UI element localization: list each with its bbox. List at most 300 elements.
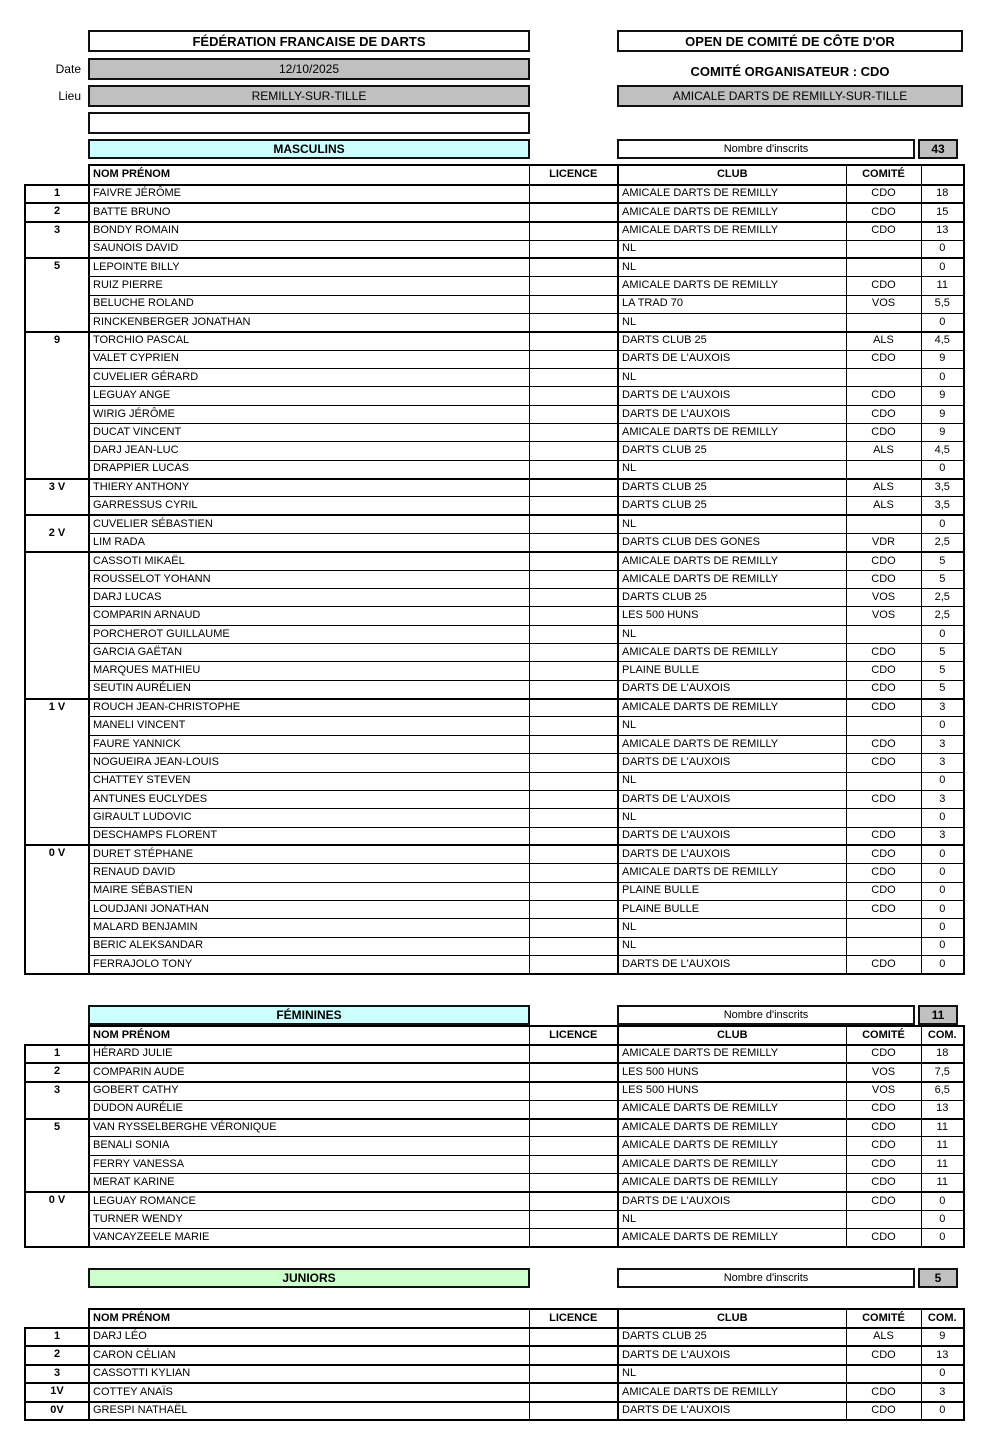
- name-header: NOM PRÉNOM: [89, 1309, 529, 1328]
- club-cell: NL: [618, 809, 846, 827]
- licence-cell: [529, 387, 618, 405]
- name-cell: LEGUAY ROMANCE: [89, 1192, 529, 1210]
- table-row: [25, 937, 964, 955]
- comite-cell: CDO: [846, 735, 921, 753]
- licence-cell: [529, 607, 618, 625]
- licence-cell: [529, 882, 618, 900]
- club-cell: NL: [618, 937, 846, 955]
- club-cell: DARTS DE L'AUXOIS: [618, 405, 846, 423]
- comite-header: COMITÉ: [846, 1309, 921, 1328]
- club-cell: NL: [618, 717, 846, 735]
- club-cell: PLAINE BULLE: [618, 662, 846, 680]
- rank-cell: 9: [25, 332, 89, 479]
- rank-cell: 0 V: [25, 1192, 89, 1247]
- comite-cell: CDO: [846, 1383, 921, 1401]
- licence-cell: [529, 1155, 618, 1173]
- com-cell: 0: [921, 460, 964, 478]
- licence-cell: [529, 937, 618, 955]
- comite-cell: CDO: [846, 1155, 921, 1173]
- club-cell: DARTS CLUB 25: [618, 497, 846, 515]
- club-header: CLUB: [618, 1026, 846, 1045]
- rank-header: [25, 165, 89, 185]
- licence-cell: [529, 1383, 618, 1401]
- name-cell: FAURE YANNICK: [89, 735, 529, 753]
- club-cell: DARTS DE L'AUXOIS: [618, 350, 846, 368]
- club-cell: AMICALE DARTS DE REMILLY: [618, 203, 846, 221]
- club-cell: AMICALE DARTS DE REMILLY: [618, 1174, 846, 1192]
- club-cell: AMICALE DARTS DE REMILLY: [618, 552, 846, 570]
- licence-cell: [529, 552, 618, 570]
- table-row: [25, 552, 964, 570]
- comite-cell: [846, 313, 921, 331]
- comite-cell: CDO: [846, 1402, 921, 1420]
- licence-cell: [529, 1100, 618, 1118]
- club-cell: DARTS CLUB 25: [618, 479, 846, 497]
- host-club-box: [617, 85, 963, 107]
- club-cell: DARTS CLUB 25: [618, 1328, 846, 1346]
- com-cell: 0: [921, 1402, 964, 1420]
- table-row: [25, 368, 964, 386]
- licence-cell: [529, 442, 618, 460]
- club-cell: DARTS DE L'AUXOIS: [618, 680, 846, 698]
- com-cell: 0: [921, 368, 964, 386]
- event-title: OPEN DE COMITÉ DE CÔTE D'OR: [685, 33, 895, 49]
- name-cell: GIRAULT LUDOVIC: [89, 809, 529, 827]
- com-cell: 5: [921, 570, 964, 588]
- club-cell: LES 500 HUNS: [618, 607, 846, 625]
- table-row: [25, 1082, 964, 1100]
- name-cell: ANTUNES EUCLYDES: [89, 790, 529, 808]
- rank-cell: 1: [25, 185, 89, 203]
- com-cell: 3: [921, 754, 964, 772]
- licence-cell: [529, 515, 618, 533]
- name-cell: BONDY ROMAIN: [89, 222, 529, 240]
- comite-header: COMITÉ: [846, 1026, 921, 1045]
- table-row: [25, 350, 964, 368]
- table-row: [25, 864, 964, 882]
- licence-cell: [529, 423, 618, 441]
- table-row: [25, 845, 964, 863]
- licence-cell: [529, 460, 618, 478]
- name-header: NOM PRÉNOM: [89, 165, 529, 185]
- comite-cell: CDO: [846, 405, 921, 423]
- comite-cell: CDO: [846, 222, 921, 240]
- com-cell: 11: [921, 277, 964, 295]
- club-cell: NL: [618, 240, 846, 258]
- name-cell: BELUCHE ROLAND: [89, 295, 529, 313]
- table-row: [25, 332, 964, 350]
- table-row: [25, 1211, 964, 1229]
- licence-cell: [529, 1063, 618, 1081]
- comite-cell: VDR: [846, 534, 921, 552]
- licence-cell: [529, 570, 618, 588]
- table-row: [25, 405, 964, 423]
- table-row: [25, 699, 964, 717]
- licence-header: LICENCE: [529, 165, 618, 185]
- comite-cell: ALS: [846, 497, 921, 515]
- club-cell: DARTS DE L'AUXOIS: [618, 387, 846, 405]
- com-cell: 0: [921, 240, 964, 258]
- club-cell: NL: [618, 772, 846, 790]
- comite-cell: CDO: [846, 790, 921, 808]
- com-cell: 0: [921, 955, 964, 973]
- table-row: [25, 203, 964, 221]
- rank-cell: 5: [25, 258, 89, 331]
- comite-cell: VOS: [846, 589, 921, 607]
- table-row: [25, 1328, 964, 1346]
- licence-cell: [529, 625, 618, 643]
- rank-cell: [25, 552, 89, 699]
- table-row: [25, 1365, 964, 1383]
- licence-cell: [529, 717, 618, 735]
- date-label: Date: [55, 62, 81, 76]
- comite-cell: ALS: [846, 479, 921, 497]
- event-title-box: [617, 30, 963, 52]
- com-cell: 18: [921, 185, 964, 203]
- comite-cell: VOS: [846, 1063, 921, 1081]
- table-row: [25, 827, 964, 845]
- club-cell: NL: [618, 515, 846, 533]
- comite-cell: ALS: [846, 1328, 921, 1346]
- club-cell: AMICALE DARTS DE REMILLY: [618, 735, 846, 753]
- comite-cell: VOS: [846, 607, 921, 625]
- comite-cell: ALS: [846, 442, 921, 460]
- table-row: [25, 1192, 964, 1210]
- club-cell: AMICALE DARTS DE REMILLY: [618, 185, 846, 203]
- com-cell: 5: [921, 680, 964, 698]
- header-row: [25, 1309, 964, 1328]
- comite-cell: [846, 240, 921, 258]
- club-cell: NL: [618, 460, 846, 478]
- licence-cell: [529, 955, 618, 973]
- rank-header: [25, 1026, 89, 1045]
- licence-cell: [529, 680, 618, 698]
- comite-cell: [846, 1365, 921, 1383]
- rank-cell: 5: [25, 1119, 89, 1193]
- name-cell: LIM RADA: [89, 534, 529, 552]
- name-cell: ROUSSELOT YOHANN: [89, 570, 529, 588]
- comite-cell: [846, 460, 921, 478]
- inscrits-label-masculins: Nombre d'inscrits: [617, 139, 915, 159]
- comite-cell: CDO: [846, 1346, 921, 1364]
- comite-cell: CDO: [846, 955, 921, 973]
- table-row: [25, 185, 964, 203]
- club-cell: DARTS CLUB 25: [618, 589, 846, 607]
- club-cell: DARTS DE L'AUXOIS: [618, 1346, 846, 1364]
- host-club: AMICALE DARTS DE REMILLY-SUR-TILLE: [672, 89, 908, 103]
- rank-cell: 2: [25, 203, 89, 221]
- club-cell: AMICALE DARTS DE REMILLY: [618, 222, 846, 240]
- name-cell: HÉRARD JULIE: [89, 1045, 529, 1063]
- table-row: [25, 222, 964, 240]
- name-cell: DARJ JEAN-LUC: [89, 442, 529, 460]
- comite-header: COMITÉ: [846, 165, 921, 185]
- rank-cell: 3: [25, 222, 89, 259]
- com-cell: 0: [921, 845, 964, 863]
- table-row: [25, 497, 964, 515]
- comite-cell: [846, 919, 921, 937]
- licence-cell: [529, 368, 618, 386]
- table-row: [25, 625, 964, 643]
- club-cell: AMICALE DARTS DE REMILLY: [618, 1119, 846, 1137]
- com-cell: 2,5: [921, 534, 964, 552]
- club-cell: DARTS DE L'AUXOIS: [618, 790, 846, 808]
- club-cell: AMICALE DARTS DE REMILLY: [618, 570, 846, 588]
- licence-header: LICENCE: [529, 1309, 618, 1328]
- club-cell: AMICALE DARTS DE REMILLY: [618, 277, 846, 295]
- comite-cell: ALS: [846, 332, 921, 350]
- com-cell: 5: [921, 662, 964, 680]
- table-row: [25, 607, 964, 625]
- table-row: [25, 240, 964, 258]
- name-cell: BATTE BRUNO: [89, 203, 529, 221]
- com-cell: 11: [921, 1119, 964, 1137]
- lieu-value: REMILLY-SUR-TILLE: [251, 89, 367, 103]
- club-cell: DARTS DE L'AUXOIS: [618, 955, 846, 973]
- licence-cell: [529, 1192, 618, 1210]
- date-value-box: [88, 58, 530, 80]
- comite-cell: CDO: [846, 185, 921, 203]
- comite-cell: CDO: [846, 1119, 921, 1137]
- comite-cell: CDO: [846, 1192, 921, 1210]
- section-title-juniors: JUNIORS: [88, 1268, 530, 1288]
- com-cell: 0: [921, 1192, 964, 1210]
- com-cell: 3,5: [921, 479, 964, 497]
- comite-cell: [846, 772, 921, 790]
- inscrits-count-masculins: 43: [918, 139, 958, 159]
- licence-cell: [529, 662, 618, 680]
- com-cell: 5: [921, 644, 964, 662]
- licence-cell: [529, 1229, 618, 1247]
- com-cell: 0: [921, 1365, 964, 1383]
- date-value: 12/10/2025: [278, 62, 340, 76]
- comite-cell: CDO: [846, 387, 921, 405]
- licence-cell: [529, 258, 618, 276]
- comite-cell: CDO: [846, 699, 921, 717]
- table-row: [25, 442, 964, 460]
- club-cell: DARTS CLUB 25: [618, 442, 846, 460]
- comite-cell: CDO: [846, 1137, 921, 1155]
- rank-cell: 2: [25, 1063, 89, 1081]
- name-cell: DUDON AURÉLIE: [89, 1100, 529, 1118]
- com-cell: 13: [921, 222, 964, 240]
- licence-cell: [529, 479, 618, 497]
- inscrits-label-feminines: Nombre d'inscrits: [617, 1005, 915, 1025]
- name-cell: LEPOINTE BILLY: [89, 258, 529, 276]
- com-cell: 9: [921, 387, 964, 405]
- com-cell: 0: [921, 937, 964, 955]
- club-cell: PLAINE BULLE: [618, 900, 846, 918]
- comite-cell: CDO: [846, 1100, 921, 1118]
- com-cell: 9: [921, 350, 964, 368]
- rank-cell: 3: [25, 1082, 89, 1119]
- table-row: [25, 900, 964, 918]
- name-cell: MANELI VINCENT: [89, 717, 529, 735]
- com-cell: 9: [921, 405, 964, 423]
- comite-cell: [846, 368, 921, 386]
- name-cell: LEGUAY ANGE: [89, 387, 529, 405]
- com-cell: 0: [921, 625, 964, 643]
- licence-cell: [529, 699, 618, 717]
- lieu-label: Lieu: [58, 89, 81, 103]
- table-row: [25, 1174, 964, 1192]
- comite-cell: [846, 515, 921, 533]
- com-cell: 0: [921, 1229, 964, 1247]
- table-row: [25, 717, 964, 735]
- name-cell: DRAPPIER LUCAS: [89, 460, 529, 478]
- table-row: [25, 790, 964, 808]
- table-row: [25, 662, 964, 680]
- licence-cell: [529, 203, 618, 221]
- com-cell: 0: [921, 515, 964, 533]
- table-row: [25, 754, 964, 772]
- rank-cell: 3: [25, 1365, 89, 1383]
- table-row: [25, 1402, 964, 1420]
- licence-cell: [529, 772, 618, 790]
- comite-cell: CDO: [846, 1229, 921, 1247]
- name-cell: DARJ LÉO: [89, 1328, 529, 1346]
- licence-cell: [529, 534, 618, 552]
- comite-cell: [846, 809, 921, 827]
- com-cell: 2,5: [921, 607, 964, 625]
- licence-cell: [529, 222, 618, 240]
- comite-cell: CDO: [846, 350, 921, 368]
- name-cell: GARRESSUS CYRIL: [89, 497, 529, 515]
- licence-cell: [529, 1045, 618, 1063]
- club-cell: AMICALE DARTS DE REMILLY: [618, 644, 846, 662]
- name-cell: VANCAYZEELE MARIE: [89, 1229, 529, 1247]
- com-header: COM.: [921, 1309, 964, 1328]
- com-cell: 11: [921, 1137, 964, 1155]
- name-cell: DESCHAMPS FLORENT: [89, 827, 529, 845]
- table-row: [25, 1045, 964, 1063]
- table-row: [25, 1346, 964, 1364]
- name-cell: MERAT KARINE: [89, 1174, 529, 1192]
- name-cell: CUVELIER GÉRARD: [89, 368, 529, 386]
- comite-cell: CDO: [846, 423, 921, 441]
- name-cell: FAIVRE JÉRÔME: [89, 185, 529, 203]
- club-cell: DARTS DE L'AUXOIS: [618, 845, 846, 863]
- com-cell: 0: [921, 882, 964, 900]
- licence-cell: [529, 754, 618, 772]
- table-row: [25, 772, 964, 790]
- club-cell: AMICALE DARTS DE REMILLY: [618, 423, 846, 441]
- organizer-text: COMITÉ ORGANISATEUR : CDO: [690, 63, 890, 79]
- table-row: [25, 534, 964, 552]
- comite-cell: [846, 1211, 921, 1229]
- comite-cell: VOS: [846, 295, 921, 313]
- licence-cell: [529, 405, 618, 423]
- rank-cell: 0 V: [25, 845, 89, 973]
- comite-cell: [846, 937, 921, 955]
- table-row: [25, 589, 964, 607]
- name-cell: LOUDJANI JONATHAN: [89, 900, 529, 918]
- licence-cell: [529, 1119, 618, 1137]
- club-cell: AMICALE DARTS DE REMILLY: [618, 1045, 846, 1063]
- lieu-value-box: [88, 85, 530, 107]
- com-cell: 5,5: [921, 295, 964, 313]
- name-cell: GARCIA GAËTAN: [89, 644, 529, 662]
- com-cell: 3: [921, 790, 964, 808]
- licence-cell: [529, 1328, 618, 1346]
- licence-cell: [529, 497, 618, 515]
- name-cell: ROUCH JEAN-CHRISTOPHE: [89, 699, 529, 717]
- name-cell: BERIC ALEKSANDAR: [89, 937, 529, 955]
- name-cell: SAUNOIS DAVID: [89, 240, 529, 258]
- club-header: CLUB: [618, 1309, 846, 1328]
- header-row: [25, 165, 964, 185]
- com-header: COM.: [921, 1026, 964, 1045]
- table-row: [25, 515, 964, 533]
- comite-cell: CDO: [846, 203, 921, 221]
- com-cell: 3,5: [921, 497, 964, 515]
- club-cell: NL: [618, 313, 846, 331]
- licence-cell: [529, 313, 618, 331]
- comite-cell: CDO: [846, 845, 921, 863]
- table-row: [25, 1229, 964, 1247]
- name-header: NOM PRÉNOM: [89, 1026, 529, 1045]
- name-cell: DUCAT VINCENT: [89, 423, 529, 441]
- name-cell: VAN RYSSELBERGHE VÉRONIQUE: [89, 1119, 529, 1137]
- com-cell: 3: [921, 699, 964, 717]
- federation-title-box: [88, 30, 530, 52]
- comite-cell: CDO: [846, 644, 921, 662]
- club-cell: AMICALE DARTS DE REMILLY: [618, 1100, 846, 1118]
- name-cell: MAIRE SÉBASTIEN: [89, 882, 529, 900]
- com-cell: 0: [921, 1211, 964, 1229]
- comite-cell: CDO: [846, 277, 921, 295]
- comite-cell: VOS: [846, 1082, 921, 1100]
- licence-cell: [529, 1211, 618, 1229]
- comite-cell: CDO: [846, 570, 921, 588]
- club-cell: LES 500 HUNS: [618, 1063, 846, 1081]
- club-cell: NL: [618, 625, 846, 643]
- com-cell: 11: [921, 1155, 964, 1173]
- club-cell: DARTS CLUB DES GONES: [618, 534, 846, 552]
- licence-cell: [529, 735, 618, 753]
- section-title-masculins: MASCULINS: [88, 139, 530, 159]
- club-cell: AMICALE DARTS DE REMILLY: [618, 1383, 846, 1401]
- juniors-table: [24, 1308, 965, 1421]
- com-cell: 0: [921, 919, 964, 937]
- comite-cell: CDO: [846, 680, 921, 698]
- club-cell: NL: [618, 368, 846, 386]
- club-cell: AMICALE DARTS DE REMILLY: [618, 864, 846, 882]
- licence-header: LICENCE: [529, 1026, 618, 1045]
- table-row: [25, 1383, 964, 1401]
- table-row: [25, 1119, 964, 1137]
- com-cell: 0: [921, 809, 964, 827]
- licence-cell: [529, 790, 618, 808]
- name-cell: CASSOTTI KYLIAN: [89, 1365, 529, 1383]
- rank-header: [25, 1309, 89, 1328]
- club-cell: AMICALE DARTS DE REMILLY: [618, 1229, 846, 1247]
- rank-cell: 1: [25, 1328, 89, 1346]
- licence-cell: [529, 1174, 618, 1192]
- name-cell: DARJ LUCAS: [89, 589, 529, 607]
- section-title-feminines: FÉMININES: [88, 1005, 530, 1025]
- name-cell: CARON CÉLIAN: [89, 1346, 529, 1364]
- feminines-table: [24, 1025, 965, 1248]
- table-row: [25, 919, 964, 937]
- licence-cell: [529, 919, 618, 937]
- com-cell: 0: [921, 313, 964, 331]
- comite-cell: CDO: [846, 882, 921, 900]
- com-cell: 6,5: [921, 1082, 964, 1100]
- com-cell: 11: [921, 1174, 964, 1192]
- name-cell: COMPARIN ARNAUD: [89, 607, 529, 625]
- table-row: [25, 258, 964, 276]
